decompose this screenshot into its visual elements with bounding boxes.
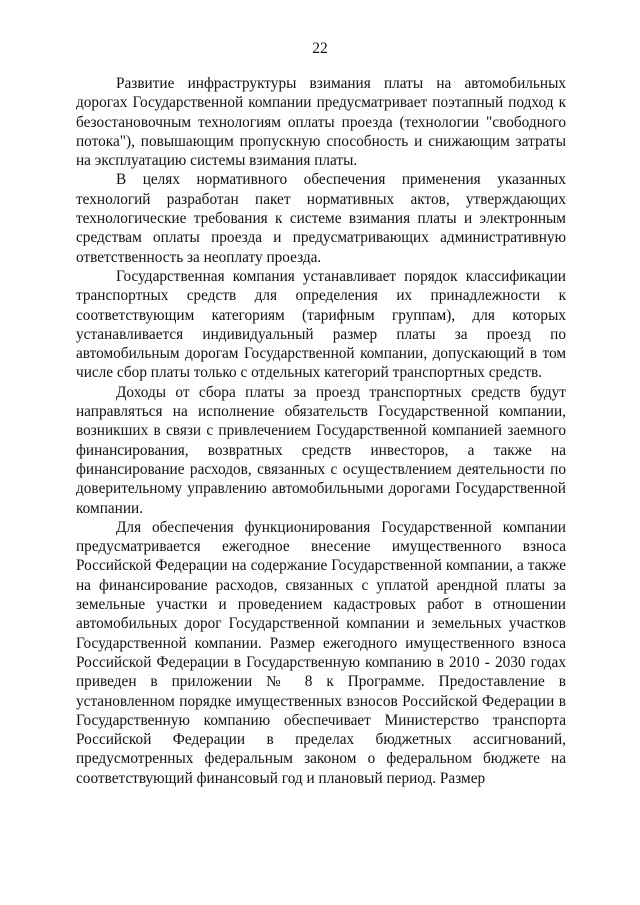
paragraph-toll-revenue: Доходы от сбора платы за проезд транспортных средств будут направляться на исполнение обязательств Государственной компании, возникших в связи с привлечением Государственной компанией заемного финансирования, возвратных средств инвесторов, а также на финансирование расходов, связанных с осуществлением деятельности по доверительному управлению автомобильными дорогами Государственной компании. [76,383,566,517]
paragraph-vehicle-classification: Государственная компания устанавливает порядок классификации транспортных средств для определения их принадлежности к соответствующим категориям (тарифным группам), для которых устанавливается индивидуальный размер платы за проезд по автомобильным дорогам Государственной компании, допускающий в том числе сбор платы только с отдельных категорий транспортных средств. [76,267,566,382]
page-number: 22 [312,40,328,57]
paragraph-regulatory-support: В целях нормативного обеспечения применения указанных технологий разработан пакет нормативных актов, утверждающих технологические требования к системе взимания платы и электронным средствам оплаты проезда и предусматривающих административную ответственность за неоплату проезда. [76,171,566,266]
paragraph-toll-infrastructure: Развитие инфраструктуры взимания платы на автомобильных дорогах Государственной компании предусматривает поэтапный подход к безостановочным технологиям оплаты проезда (технологии "свободного потока"), повышающим пропускную способность и снижающим затраты на эксплуатацию системы взимания платы. [76,75,566,170]
paragraph-property-contribution: Для обеспечения функционирования Государственной компании предусматривается ежегодное внесение имущественного взноса Российской Федерации на содержание Государственной компании, а также на финансирование расходов, связанных с уплатой арендной платы за земельные участки и проведением кадастровых работ в отношении автомобильных дорог Государственной компании и земельных участков Государственной компании. Размер ежегодного имущественного взноса Российской Федерации в Государственную компанию в 2010 - 2030 годах приведен в приложении № 8 к Программе. Предоставление в установленном порядке имущественных взносов Российской Федерации в Государственную компанию обеспечивает Министерство транспорта Российской Федерации в пределах бюджетных ассигнований, предусмотренных федеральным законом о федеральном бюджете на соответствующий финансовый год и плановый период. Размер [76,518,566,787]
document-body [76,74,566,788]
